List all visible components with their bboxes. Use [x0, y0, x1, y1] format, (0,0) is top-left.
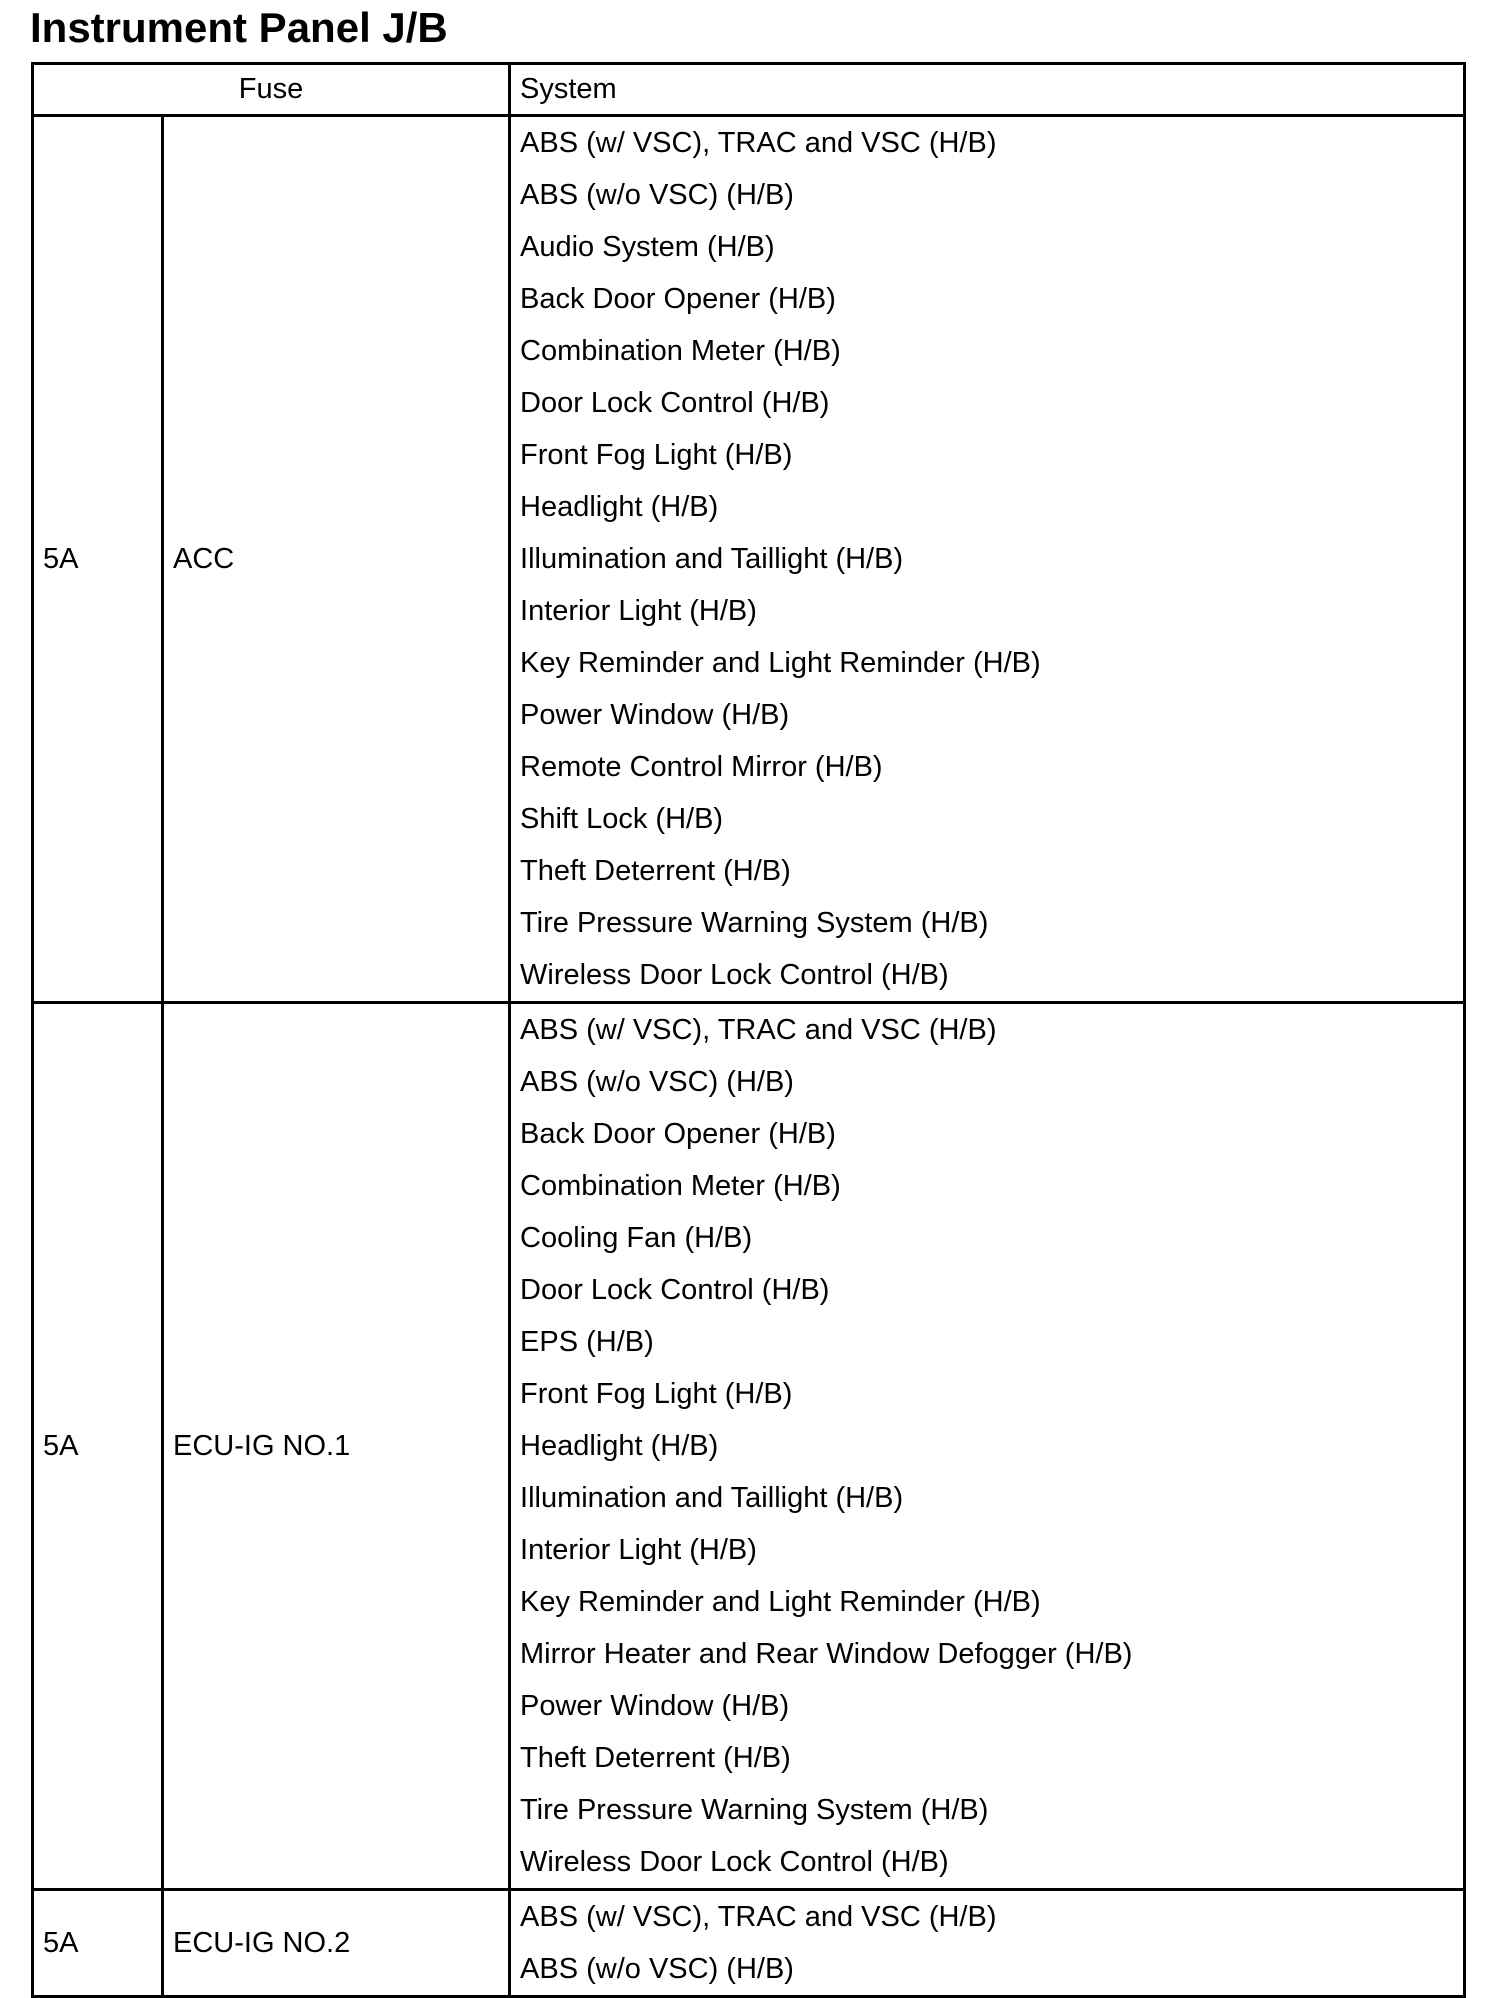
system-column-header: System [510, 64, 1465, 116]
system-item: Headlight (H/B) [520, 491, 719, 523]
fuse-column-header: Fuse [33, 64, 510, 116]
system-item: Illumination and Taillight (H/B) [520, 1482, 904, 1514]
system-item: ABS (w/ VSC), TRAC and VSC (H/B) [520, 1901, 997, 1933]
system-item: Front Fog Light (H/B) [520, 1378, 793, 1410]
system-item: Key Reminder and Light Reminder (H/B) [520, 647, 1041, 679]
system-item: Power Window (H/B) [520, 699, 790, 731]
fuse-name: ECU-IG NO.2 [163, 1890, 510, 1997]
system-item: Headlight (H/B) [520, 1430, 719, 1462]
system-item: Shift Lock (H/B) [520, 803, 724, 835]
system-item: Theft Deterrent (H/B) [520, 1742, 791, 1774]
fuse-amperage: 5A [33, 1890, 163, 1997]
page-title: Instrument Panel J/B [30, 4, 448, 51]
fuse-name: ACC [163, 116, 510, 1003]
system-item: Theft Deterrent (H/B) [520, 855, 791, 887]
system-item: Back Door Opener (H/B) [520, 1118, 836, 1150]
system-item: Interior Light (H/B) [520, 1534, 757, 1566]
fuse-name: ECU-IG NO.1 [163, 1003, 510, 1890]
system-item: Cooling Fan (H/B) [520, 1222, 753, 1254]
system-item: Remote Control Mirror (H/B) [520, 751, 883, 783]
fuse-row [33, 1003, 1465, 1890]
system-item: Interior Light (H/B) [520, 595, 757, 627]
system-item: ABS (w/o VSC) (H/B) [520, 1066, 794, 1098]
system-list [510, 116, 1465, 1003]
fuse-amperage: 5A [33, 116, 163, 1003]
system-item: Combination Meter (H/B) [520, 1170, 841, 1202]
fuse-row [33, 116, 1465, 1003]
system-item: Combination Meter (H/B) [520, 335, 841, 367]
system-item: ABS (w/o VSC) (H/B) [520, 1953, 794, 1985]
system-item: Power Window (H/B) [520, 1690, 790, 1722]
system-item: ABS (w/o VSC) (H/B) [520, 179, 794, 211]
system-item: Front Fog Light (H/B) [520, 439, 793, 471]
system-item: Mirror Heater and Rear Window Defogger (H/B) [520, 1638, 1133, 1670]
system-list [510, 1003, 1465, 1890]
system-item: ABS (w/ VSC), TRAC and VSC (H/B) [520, 127, 997, 159]
system-item: Tire Pressure Warning System (H/B) [520, 1794, 989, 1826]
system-item: Door Lock Control (H/B) [520, 387, 830, 419]
system-item: EPS (H/B) [520, 1326, 654, 1358]
system-item: Wireless Door Lock Control (H/B) [520, 959, 949, 991]
system-list [510, 1890, 1465, 1997]
fuse-amperage: 5A [33, 1003, 163, 1890]
system-item: Illumination and Taillight (H/B) [520, 543, 904, 575]
fuse-row [33, 1890, 1465, 1997]
system-item: Wireless Door Lock Control (H/B) [520, 1846, 949, 1878]
system-item: Back Door Opener (H/B) [520, 283, 836, 315]
system-item: Audio System (H/B) [520, 231, 775, 263]
system-item: Key Reminder and Light Reminder (H/B) [520, 1586, 1041, 1618]
system-item: ABS (w/ VSC), TRAC and VSC (H/B) [520, 1014, 997, 1046]
system-item: Door Lock Control (H/B) [520, 1274, 830, 1306]
fuse-table [31, 62, 1466, 1998]
table-header-row [33, 64, 1465, 116]
system-item: Tire Pressure Warning System (H/B) [520, 907, 989, 939]
